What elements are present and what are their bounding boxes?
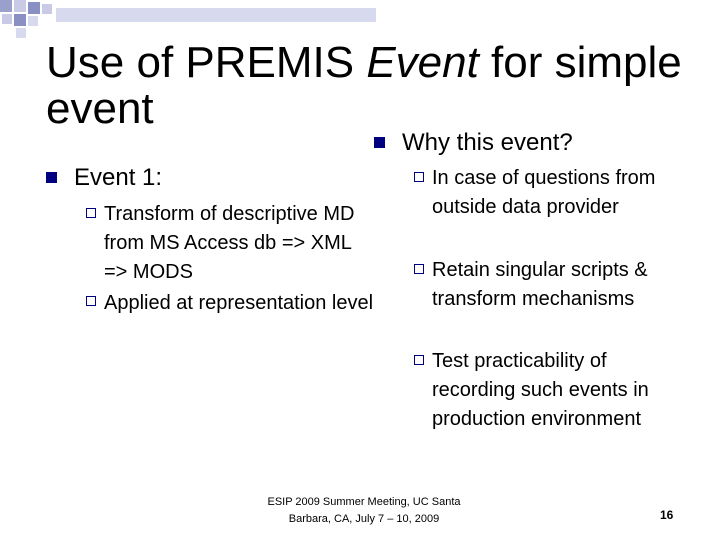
title-text-emphasis: Event [366,38,479,87]
right-item-1 [432,164,662,222]
square-bullet-icon [374,137,385,148]
footer [244,494,484,528]
hollow-square-bullet-icon [414,355,424,365]
right-item-1-text: In case of questions from outside data provider [432,167,656,218]
footer-line-2: Barbara, CA, July 7 – 10, 2009 [288,513,440,525]
hollow-square-bullet-icon [86,296,96,306]
title-text-1: Use of PREMIS [46,38,367,87]
right-item-2-text: Retain singular scripts & transform mechanisms [432,259,648,310]
right-item-3 [432,347,682,434]
left-item-1: Transform of descriptive MD from MS Access db => XML => MODS [104,203,355,283]
right-item-2 [432,256,672,314]
page-number: 16 [660,508,674,522]
hollow-square-bullet-icon [414,264,424,274]
title-text-2: for simple event [46,38,682,133]
square-bullet-icon [46,172,57,183]
footer-line-1: ESIP 2009 Summer Meeting, UC Santa [267,496,461,508]
right-item-3-text: Test practicability of recording such events in production environment [432,350,649,430]
left-item-2: Applied at representation level [104,292,374,314]
slide-title [46,40,696,132]
right-heading: Why this event? [402,129,573,156]
hollow-square-bullet-icon [86,208,96,218]
left-heading: Event 1: [74,164,163,191]
